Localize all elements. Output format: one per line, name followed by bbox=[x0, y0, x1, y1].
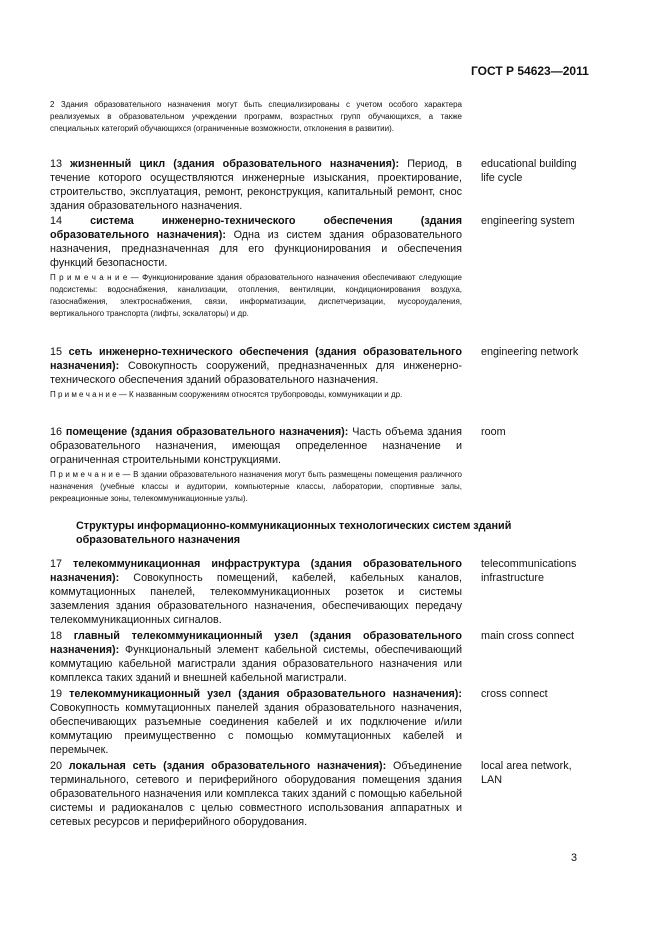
term-19-title: телекоммуникационный узел (здания образовательного назначения): bbox=[69, 688, 462, 700]
term-17-title: телекоммуникационная инфраструктура (здания образовательного назначения): bbox=[50, 558, 462, 584]
term-17-english: telecommunications infrastructure bbox=[481, 558, 577, 584]
section-heading: Структуры информационно-коммуникационных технологических систем зданий образовательного назначения bbox=[76, 520, 512, 546]
term-15-number: 15 bbox=[50, 346, 63, 358]
term-15-note-label: П р и м е ч а н и е bbox=[50, 390, 117, 399]
term-15-english: engineering network bbox=[481, 346, 579, 358]
term-18-title: главный телекоммуникационный узел (здания образовательного назначения): bbox=[50, 630, 462, 656]
term-19 bbox=[50, 687, 462, 757]
term-20-definition: Объединение терминального, сетевого и периферийного оборудования помещения здания образовательного назначения или комплекса таких зданий с помощью кабельной системы и радиоканалов с целью совместного использования аппаратных и сетевых ресурсов и периферийного оборудования. bbox=[50, 760, 462, 828]
document-standard-number: ГОСТ Р 54623—2011 bbox=[471, 64, 589, 78]
term-16-title: помещение (здания образовательного назначения): bbox=[65, 426, 349, 438]
term-14-note-label: П р и м е ч а н и е bbox=[50, 273, 128, 282]
term-17 bbox=[50, 557, 462, 627]
term-13-definition: Период, в течение которого осуществляются инженерные изыскания, проектирование, строительство, эксплуатация, ремонт, реконструкция, капитальный ремонт, снос здания образовательного назначения. bbox=[50, 158, 462, 212]
term-16-note-label: П р и м е ч а н и е bbox=[50, 470, 120, 479]
term-14-note-text: — Функционирование здания образовательного назначения обеспечивают следующие подсистемы: водоснабжения, канализации, отопления, вентиляции, кондиционирования воздуха, газоснабжения, электроснабжения, связи, информатизации, диспетчеризации, мусороудаления, вертикального транспорта (лифты, эскалаторы) и др. bbox=[50, 273, 463, 318]
term-16-english: room bbox=[481, 426, 506, 438]
term-14 bbox=[50, 214, 462, 270]
term-14-number: 14 bbox=[50, 215, 63, 227]
term-19-english: cross connect bbox=[481, 688, 548, 700]
term-17-number: 17 bbox=[50, 558, 63, 570]
term-16-note-text: — В здании образовательного назначения могут быть размещены помещения различного назначения (учебные классы и аудитории, компьютерные классы, лаборатории, спортивные залы, рекреационные зоны, телекоммуникационные узлы). bbox=[50, 470, 462, 503]
term-20-number: 20 bbox=[50, 760, 63, 772]
term-16-note bbox=[50, 469, 462, 505]
term-15-definition: Совокупность сооружений, предназначенных для инженерно-технического обеспечения зданий образовательного назначения. bbox=[50, 360, 462, 386]
term-19-definition: Совокупность коммутационных панелей здания образовательного назначения, обеспечивающих разъемные соединения кабелей и их подключение и/или коммутацию преимущественно с помощью коммутационных кабелей и перемычек. bbox=[50, 702, 462, 756]
term-18-number: 18 bbox=[50, 630, 63, 642]
term-14-title: система инженерно-технического обеспечения (здания образовательного назначения): bbox=[50, 215, 462, 241]
term-14-english: engineering system bbox=[481, 215, 575, 227]
term-16-number: 16 bbox=[50, 426, 63, 438]
page-number: 3 bbox=[571, 852, 578, 864]
term-17-definition: Совокупность помещений, кабелей, кабельных каналов, коммутационных панелей, телекоммуникационных розеток и системы заземления здания образовательного назначения, обеспечивающих передачу телекоммуникационных сигналов. bbox=[50, 572, 462, 626]
term-13-title: жизненный цикл (здания образовательного назначения): bbox=[70, 158, 400, 170]
term-20-english: local area network, LAN bbox=[481, 760, 572, 786]
term-16 bbox=[50, 425, 462, 467]
term-16-definition: Часть объема здания образовательного назначения, имеющая определенное назначение и ограниченная строительными конструкциями. bbox=[50, 426, 463, 466]
term-20 bbox=[50, 759, 462, 829]
term-18-english: main cross connect bbox=[481, 630, 575, 642]
term-14-definition: Одна из систем здания образовательного назначения, предназначенная для его функционирования и обеспечения функций безопасности. bbox=[50, 229, 462, 269]
term-15 bbox=[50, 345, 462, 387]
term-18 bbox=[50, 629, 462, 685]
term-13 bbox=[50, 157, 462, 213]
term-13-number: 13 bbox=[50, 158, 63, 170]
term-13-english: educational building life cycle bbox=[481, 158, 577, 184]
intro-note: 2 Здания образовательного назначения могут быть специализированы с учетом особого характера реализуемых в образовательном учреждении программ, возрастных групп обучающихся, а также специальных категорий обучающихся (ограниченные возможности, отклонения в развитии). bbox=[50, 100, 462, 133]
term-15-title: сеть инженерно-технического обеспечения (здания образовательного назначения): bbox=[50, 346, 463, 372]
term-14-note bbox=[50, 272, 462, 320]
term-15-note-text: — К названным сооружениям относятся трубопроводы, коммуникации и др. bbox=[116, 390, 403, 399]
term-20-title: локальная сеть (здания образовательного назначения): bbox=[68, 760, 387, 772]
term-18-definition: Функциональный элемент кабельной системы, обеспечивающий коммутацию кабельной магистрали здания образовательного назначения или комплекса таких зданий и внешней кабельной магистрали. bbox=[50, 644, 462, 684]
term-15-note bbox=[50, 389, 462, 401]
term-19-number: 19 bbox=[50, 688, 63, 700]
